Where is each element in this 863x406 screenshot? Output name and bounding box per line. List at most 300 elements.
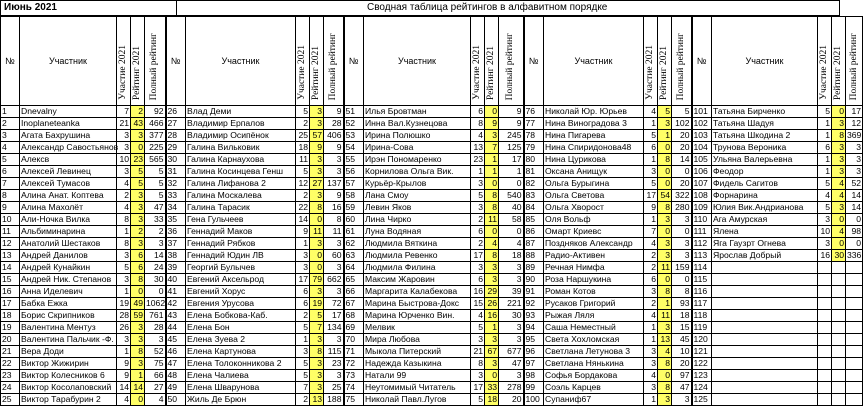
col-header-participation-label: Участие 2021 — [472, 45, 482, 100]
cell-number: 119 — [692, 322, 712, 334]
cell-participant: Ирэн Пономаренко — [364, 154, 471, 166]
cell-rating: 6 — [131, 262, 145, 274]
cell-participant: Агата Бахрушина — [20, 130, 117, 142]
cell-number: 22 — [1, 358, 20, 370]
cell-rating: 0 — [131, 286, 145, 298]
cell-number: 64 — [344, 262, 364, 274]
cell-full-rating: 115 — [324, 346, 344, 358]
cell-full-rating: 3 — [499, 334, 524, 346]
cell-rating: 0 — [658, 226, 672, 238]
cell-participant: Елена Бобкова-Каб. — [186, 310, 296, 322]
cell-rating — [832, 298, 846, 310]
table-row — [1, 238, 863, 250]
cell-number: 56 — [344, 166, 364, 178]
cell-participation: 7 — [644, 226, 658, 238]
cell-rating — [832, 310, 846, 322]
cell-rating: 3 — [131, 238, 145, 250]
cell-full-rating: 677 — [499, 346, 524, 358]
cell-rating: 7 — [485, 142, 499, 154]
cell-rating: 13 — [310, 394, 324, 406]
cell-number: 124 — [692, 382, 712, 394]
cell-participation: 1 — [818, 118, 832, 130]
cell-full-rating: 3 — [672, 394, 692, 406]
cell-participant: Елена Чалиева — [186, 370, 296, 382]
cell-number: 60 — [344, 214, 364, 226]
cell-participant: Dnevalny — [20, 106, 117, 118]
cell-participant — [712, 394, 818, 406]
cell-number: 26 — [166, 106, 186, 118]
cell-rating: 79 — [310, 274, 324, 286]
cell-participant: Алексей Тумасов — [20, 178, 117, 190]
cell-rating: 9 — [310, 142, 324, 154]
cell-full-rating — [846, 358, 863, 370]
col-header-full-rating-label: Полный рейтинг — [848, 32, 859, 100]
cell-number: 7 — [1, 178, 20, 190]
cell-participant: Елена Толоконникова 2 — [186, 358, 296, 370]
cell-participant: Елена Картунова — [186, 346, 296, 358]
col-header-number: № — [344, 17, 364, 106]
col-header-rating-label: Рейтинг 2021 — [486, 45, 496, 100]
cell-rating: 30 — [832, 250, 846, 262]
table-row — [1, 382, 863, 394]
cell-full-rating: 17 — [324, 310, 344, 322]
col-header-rating-label: Рейтинг 2021 — [659, 45, 669, 100]
cell-participation: 11 — [296, 154, 310, 166]
cell-number: 62 — [344, 238, 364, 250]
col-header-full-rating — [672, 17, 692, 106]
cell-full-rating: 369 — [847, 130, 862, 140]
cell-rating: 3 — [310, 358, 324, 370]
cell-rating — [832, 346, 846, 358]
cell-rating: 5 — [658, 106, 672, 118]
cell-rating — [832, 358, 846, 370]
cell-participant: Виктор Тарабурин 2 — [20, 394, 117, 406]
cell-participation: 3 — [471, 334, 485, 346]
cell-participant: Лана Смоу — [364, 190, 471, 202]
cell-participation: 4 — [644, 370, 658, 382]
cell-number: 8 — [1, 190, 20, 202]
cell-full-rating — [846, 382, 863, 394]
cell-participation: 1 — [117, 226, 131, 238]
cell-rating: 54 — [658, 190, 672, 202]
cell-participation: 28 — [117, 310, 131, 322]
table-row — [1, 322, 863, 334]
cell-number: 34 — [166, 202, 186, 214]
cell-full-rating: 20 — [672, 130, 692, 142]
cell-full-rating: 466 — [145, 118, 166, 130]
cell-participant: Борис Скрипников — [20, 310, 117, 322]
cell-participation: 6 — [471, 274, 485, 286]
cell-participation: 17 — [471, 250, 485, 262]
cell-participant: Радио-Активен — [544, 250, 644, 262]
col-header-number: № — [524, 17, 544, 106]
cell-rating: 8 — [658, 202, 672, 214]
cell-rating: 1 — [658, 298, 672, 310]
cell-number: 57 — [344, 178, 364, 190]
cell-full-rating: 18 — [499, 250, 524, 262]
cell-number: 18 — [1, 310, 20, 322]
cell-full-rating: 125 — [499, 142, 524, 154]
cell-participant: Луна Водяная — [364, 226, 471, 238]
cell-full-rating: 17 — [499, 154, 524, 166]
cell-full-rating: 97 — [672, 370, 692, 382]
cell-participant: Виктор Жижирин — [20, 358, 117, 370]
cell-rating: 3 — [310, 118, 324, 130]
cell-participant: Виктор Косолаповский — [20, 382, 117, 394]
cell-full-rating: 98 — [846, 226, 863, 238]
cell-rating: 9 — [485, 118, 499, 130]
cell-number: 68 — [344, 310, 364, 322]
cell-rating: 8 — [131, 274, 145, 286]
cell-participant: Яга Гаузрт Огнева — [712, 238, 818, 250]
cell-participation: 1 — [117, 346, 131, 358]
cell-number: 41 — [166, 286, 186, 298]
cell-full-rating: 28 — [324, 118, 344, 130]
table-row — [1, 142, 863, 154]
cell-participation — [818, 358, 832, 370]
table-row — [1, 202, 863, 214]
cell-participant: Юлия Вик.Андрианова — [712, 202, 818, 214]
cell-participant: Илья Бровтман — [364, 106, 471, 118]
cell-participant: Николай Павл.Лугов — [364, 394, 471, 406]
table-row — [1, 370, 863, 382]
cell-rating: 3 — [485, 262, 499, 274]
cell-number: 51 — [344, 106, 364, 118]
cell-number: 76 — [524, 106, 544, 118]
cell-participant: Геннадий Юдин ЛВ — [186, 250, 296, 262]
cell-full-rating: 30 — [499, 310, 524, 322]
cell-full-rating: 406 — [324, 130, 344, 142]
cell-full-rating: 15 — [672, 322, 692, 334]
cell-participation: 9 — [117, 370, 131, 382]
cell-number: 112 — [692, 238, 712, 250]
col-header-rating — [485, 17, 499, 106]
cell-number: 120 — [692, 334, 712, 346]
cell-participant: Жиль Де Брюн — [186, 394, 296, 406]
cell-full-rating: 102 — [672, 118, 692, 130]
cell-participant: Надежда Казыкина — [364, 358, 471, 370]
cell-rating: 11 — [310, 226, 324, 238]
cell-participation: 25 — [296, 130, 310, 142]
cell-number: 69 — [344, 322, 364, 334]
cell-full-rating: 52 — [145, 346, 166, 358]
cell-participation — [818, 346, 832, 358]
cell-number: 118 — [692, 310, 712, 322]
cell-participation: 1 — [644, 322, 658, 334]
cell-rating — [832, 370, 846, 382]
cell-number: 82 — [524, 178, 544, 190]
cell-participation: 17 — [471, 382, 485, 394]
cell-rating: 3 — [131, 130, 145, 142]
cell-participation: 5 — [471, 190, 485, 202]
cell-full-rating: 93 — [672, 298, 692, 310]
table-row — [1, 286, 863, 298]
cell-rating: 3 — [832, 202, 846, 214]
title-bar — [0, 0, 840, 16]
cell-full-rating: 159 — [672, 262, 692, 274]
cell-number: 55 — [344, 154, 364, 166]
cell-rating — [832, 334, 846, 346]
cell-number: 78 — [524, 130, 544, 142]
cell-number: 86 — [524, 226, 544, 238]
cell-number: 20 — [1, 334, 20, 346]
cell-number: 33 — [166, 190, 186, 202]
cell-number: 98 — [524, 370, 544, 382]
col-header-rating-label: Рейтинг 2021 — [833, 45, 843, 100]
cell-number: 27 — [166, 118, 186, 130]
cell-participant: Виктор Колесников 6 — [20, 370, 117, 382]
cell-number: 44 — [166, 322, 186, 334]
cell-rating: 8 — [658, 358, 672, 370]
cell-participation: 4 — [644, 310, 658, 322]
cell-rating: 3 — [131, 322, 145, 334]
cell-participant: Нина Пигарева — [544, 130, 644, 142]
cell-participation: 6 — [471, 106, 485, 118]
header-row — [1, 17, 863, 106]
cell-number: 105 — [692, 154, 712, 166]
cell-participant: Али-Ночка Вилка — [20, 214, 117, 226]
cell-participation: 23 — [471, 154, 485, 166]
cell-full-rating — [846, 274, 863, 286]
cell-full-rating: 565 — [145, 154, 166, 166]
cell-full-rating: 3 — [324, 370, 344, 382]
cell-full-rating: 92 — [145, 106, 166, 118]
cell-participant: Ольга Хворост — [544, 202, 644, 214]
cell-participation: 4 — [644, 238, 658, 250]
cell-participant: Нина Спиридонова48 — [544, 142, 644, 154]
table-row — [1, 154, 863, 166]
cell-participant: Маргарита Калабекова — [364, 286, 471, 298]
cell-number: 46 — [166, 346, 186, 358]
cell-participation: 4 — [471, 310, 485, 322]
cell-number: 14 — [1, 262, 20, 274]
table-row — [1, 310, 863, 322]
cell-participation — [818, 298, 832, 310]
cell-participant: Трунова Вероника — [712, 142, 818, 154]
cell-number: 50 — [166, 394, 186, 406]
cell-full-rating: 47 — [499, 358, 524, 370]
cell-rating: 1 — [131, 370, 145, 382]
cell-participation: 1 — [818, 166, 832, 178]
cell-full-rating: 761 — [145, 310, 166, 322]
table-row — [1, 214, 863, 226]
cell-full-rating: 47 — [145, 202, 166, 214]
cell-full-rating: 14 — [846, 190, 863, 202]
cell-rating — [832, 382, 846, 394]
cell-rating: 1 — [485, 166, 499, 178]
cell-rating: 3 — [310, 238, 324, 250]
cell-participant: Ирина-Сова — [364, 142, 471, 154]
cell-participation: 16 — [818, 250, 832, 262]
cell-full-rating: 23 — [324, 358, 344, 370]
cell-rating: 11 — [658, 310, 672, 322]
cell-full-rating: 3 — [672, 238, 692, 250]
cell-participation: 18 — [296, 142, 310, 154]
table-row — [1, 334, 863, 346]
cell-participant: Максим Жаровин — [364, 274, 471, 286]
col-header-participation-label: Участие 2021 — [819, 45, 829, 100]
cell-number: 72 — [344, 358, 364, 370]
cell-participant: Софья Бордакова — [544, 370, 644, 382]
cell-number: 1 — [1, 106, 20, 118]
cell-rating: 2 — [131, 106, 145, 118]
cell-number: 9 — [1, 202, 20, 214]
cell-participant: Форнарина — [712, 190, 818, 202]
cell-number: 10 — [1, 214, 20, 226]
cell-rating: 0 — [832, 106, 846, 118]
cell-participant: Галина Лифанова 2 — [186, 178, 296, 190]
cell-participation: 4 — [117, 178, 131, 190]
cell-rating — [832, 274, 846, 286]
cell-participant: Валентина Пальчик -Ф. — [20, 334, 117, 346]
col-header-participation — [818, 17, 832, 106]
cell-participant: Валентина Ментуз — [20, 322, 117, 334]
cell-rating: 67 — [485, 346, 499, 358]
cell-rating: 0 — [310, 214, 324, 226]
cell-rating: 3 — [131, 202, 145, 214]
sheet-title: Сводная таблица рейтингов в алфавитном порядке — [367, 2, 608, 13]
cell-participant — [712, 322, 818, 334]
cell-rating: 5 — [131, 178, 145, 190]
cell-full-rating: 9 — [499, 118, 524, 130]
cell-full-rating: 134 — [324, 322, 344, 334]
cell-participation: 1 — [644, 334, 658, 346]
cell-participant: Алексей Левинец — [20, 166, 117, 178]
cell-number: 109 — [692, 202, 712, 214]
cell-participation: 1 — [818, 130, 832, 142]
cell-participation: 5 — [296, 322, 310, 334]
cell-number: 4 — [1, 142, 20, 154]
cell-full-rating: 0 — [499, 178, 524, 190]
cell-number: 114 — [692, 262, 712, 274]
cell-full-rating — [846, 334, 863, 346]
cell-participant: Анна Иделевич — [20, 286, 117, 298]
cell-participant: Неутомимый Читатель — [364, 382, 471, 394]
cell-participant: Галина Москалева — [186, 190, 296, 202]
cell-participation: 4 — [818, 190, 832, 202]
cell-rating: 7 — [310, 322, 324, 334]
cell-rating: 3 — [310, 334, 324, 346]
cell-participant: Поздняков Александр — [544, 238, 644, 250]
cell-full-rating: 66 — [145, 370, 166, 382]
cell-rating: 8 — [485, 250, 499, 262]
cell-participant: Людмила Филина — [364, 262, 471, 274]
cell-participant: Николай Юр. Юрьев — [544, 106, 644, 118]
cell-participation: 3 — [296, 250, 310, 262]
cell-participation: 8 — [471, 118, 485, 130]
cell-rating — [832, 394, 846, 406]
cell-participation: 10 — [117, 154, 131, 166]
cell-number: 6 — [1, 166, 20, 178]
cell-participant: Ялена — [712, 226, 818, 238]
cell-full-rating: 3 — [499, 262, 524, 274]
cell-participant: Татьяна Шадуя — [712, 118, 818, 130]
cell-participant — [712, 310, 818, 322]
cell-rating: 4 — [832, 226, 846, 238]
table-row — [1, 358, 863, 370]
cell-number: 3 — [1, 130, 20, 142]
cell-full-rating: 20 — [499, 394, 524, 406]
cell-full-rating: 225 — [145, 142, 166, 154]
cell-participant: Алексв — [20, 154, 117, 166]
cell-participant: Супаниф67 — [544, 394, 644, 406]
cell-full-rating: 245 — [499, 130, 524, 142]
cell-rating: 4 — [485, 238, 499, 250]
table-row — [1, 178, 863, 190]
cell-rating: 33 — [485, 382, 499, 394]
cell-number: 66 — [344, 286, 364, 298]
cell-full-rating: 3 — [672, 214, 692, 226]
cell-number: 23 — [1, 370, 20, 382]
cell-number: 48 — [166, 370, 186, 382]
cell-number: 94 — [524, 322, 544, 334]
cell-number: 63 — [344, 250, 364, 262]
cell-participation — [818, 286, 832, 298]
cell-participant: Бабка Ежка — [20, 298, 117, 310]
cell-full-rating: 30 — [145, 274, 166, 286]
cell-number: 5 — [1, 154, 20, 166]
cell-participant: Левин Яков — [364, 202, 471, 214]
cell-number: 108 — [692, 190, 712, 202]
cell-participant: Елена Зуева 2 — [186, 334, 296, 346]
cell-number: 102 — [692, 118, 712, 130]
cell-participation: 8 — [117, 214, 131, 226]
cell-rating: 0 — [658, 142, 672, 154]
col-header-full-rating-label: Полный рейтинг — [327, 32, 338, 100]
cell-rating: 0 — [131, 394, 145, 406]
cell-number: 29 — [166, 142, 186, 154]
cell-full-rating: 45 — [672, 334, 692, 346]
cell-number: 70 — [344, 334, 364, 346]
table-row — [1, 394, 863, 406]
cell-participant: Галина Тарасик — [186, 202, 296, 214]
cell-participation: 2 — [117, 190, 131, 202]
cell-participation: 1 — [296, 334, 310, 346]
cell-rating: 0 — [658, 178, 672, 190]
cell-rating: 3 — [832, 166, 846, 178]
cell-full-rating: 3 — [324, 334, 344, 346]
cell-participation: 2 — [644, 298, 658, 310]
cell-participant — [712, 262, 818, 274]
cell-participation: 3 — [471, 370, 485, 382]
cell-number: 19 — [1, 322, 20, 334]
cell-participation: 5 — [818, 202, 832, 214]
cell-full-rating: 39 — [499, 286, 524, 298]
cell-participation: 14 — [296, 214, 310, 226]
cell-participation: 17 — [644, 190, 658, 202]
table-row — [1, 298, 863, 310]
cell-rating: 3 — [310, 370, 324, 382]
cell-rating: 3 — [832, 118, 846, 130]
cell-participant — [712, 346, 818, 358]
cell-full-rating: 540 — [499, 190, 524, 202]
cell-participation: 3 — [117, 166, 131, 178]
cell-participant: Татьяна Шкодина 2 — [712, 130, 818, 142]
cell-participant — [712, 382, 818, 394]
cell-participant: Галина Карнаухова — [186, 154, 296, 166]
cell-full-rating: 40 — [499, 202, 524, 214]
cell-full-rating: 3 — [846, 142, 863, 154]
cell-full-rating: 75 — [145, 358, 166, 370]
cell-participant: Марина Быстрова-Докс — [364, 298, 471, 310]
cell-full-rating: 20 — [672, 142, 692, 154]
cell-full-rating: 0 — [846, 214, 863, 226]
cell-full-rating: 221 — [499, 298, 524, 310]
cell-participant: Inoplaneteanka — [20, 118, 117, 130]
table-row — [1, 274, 863, 286]
cell-number: 35 — [166, 214, 186, 226]
cell-rating: 57 — [310, 130, 324, 142]
